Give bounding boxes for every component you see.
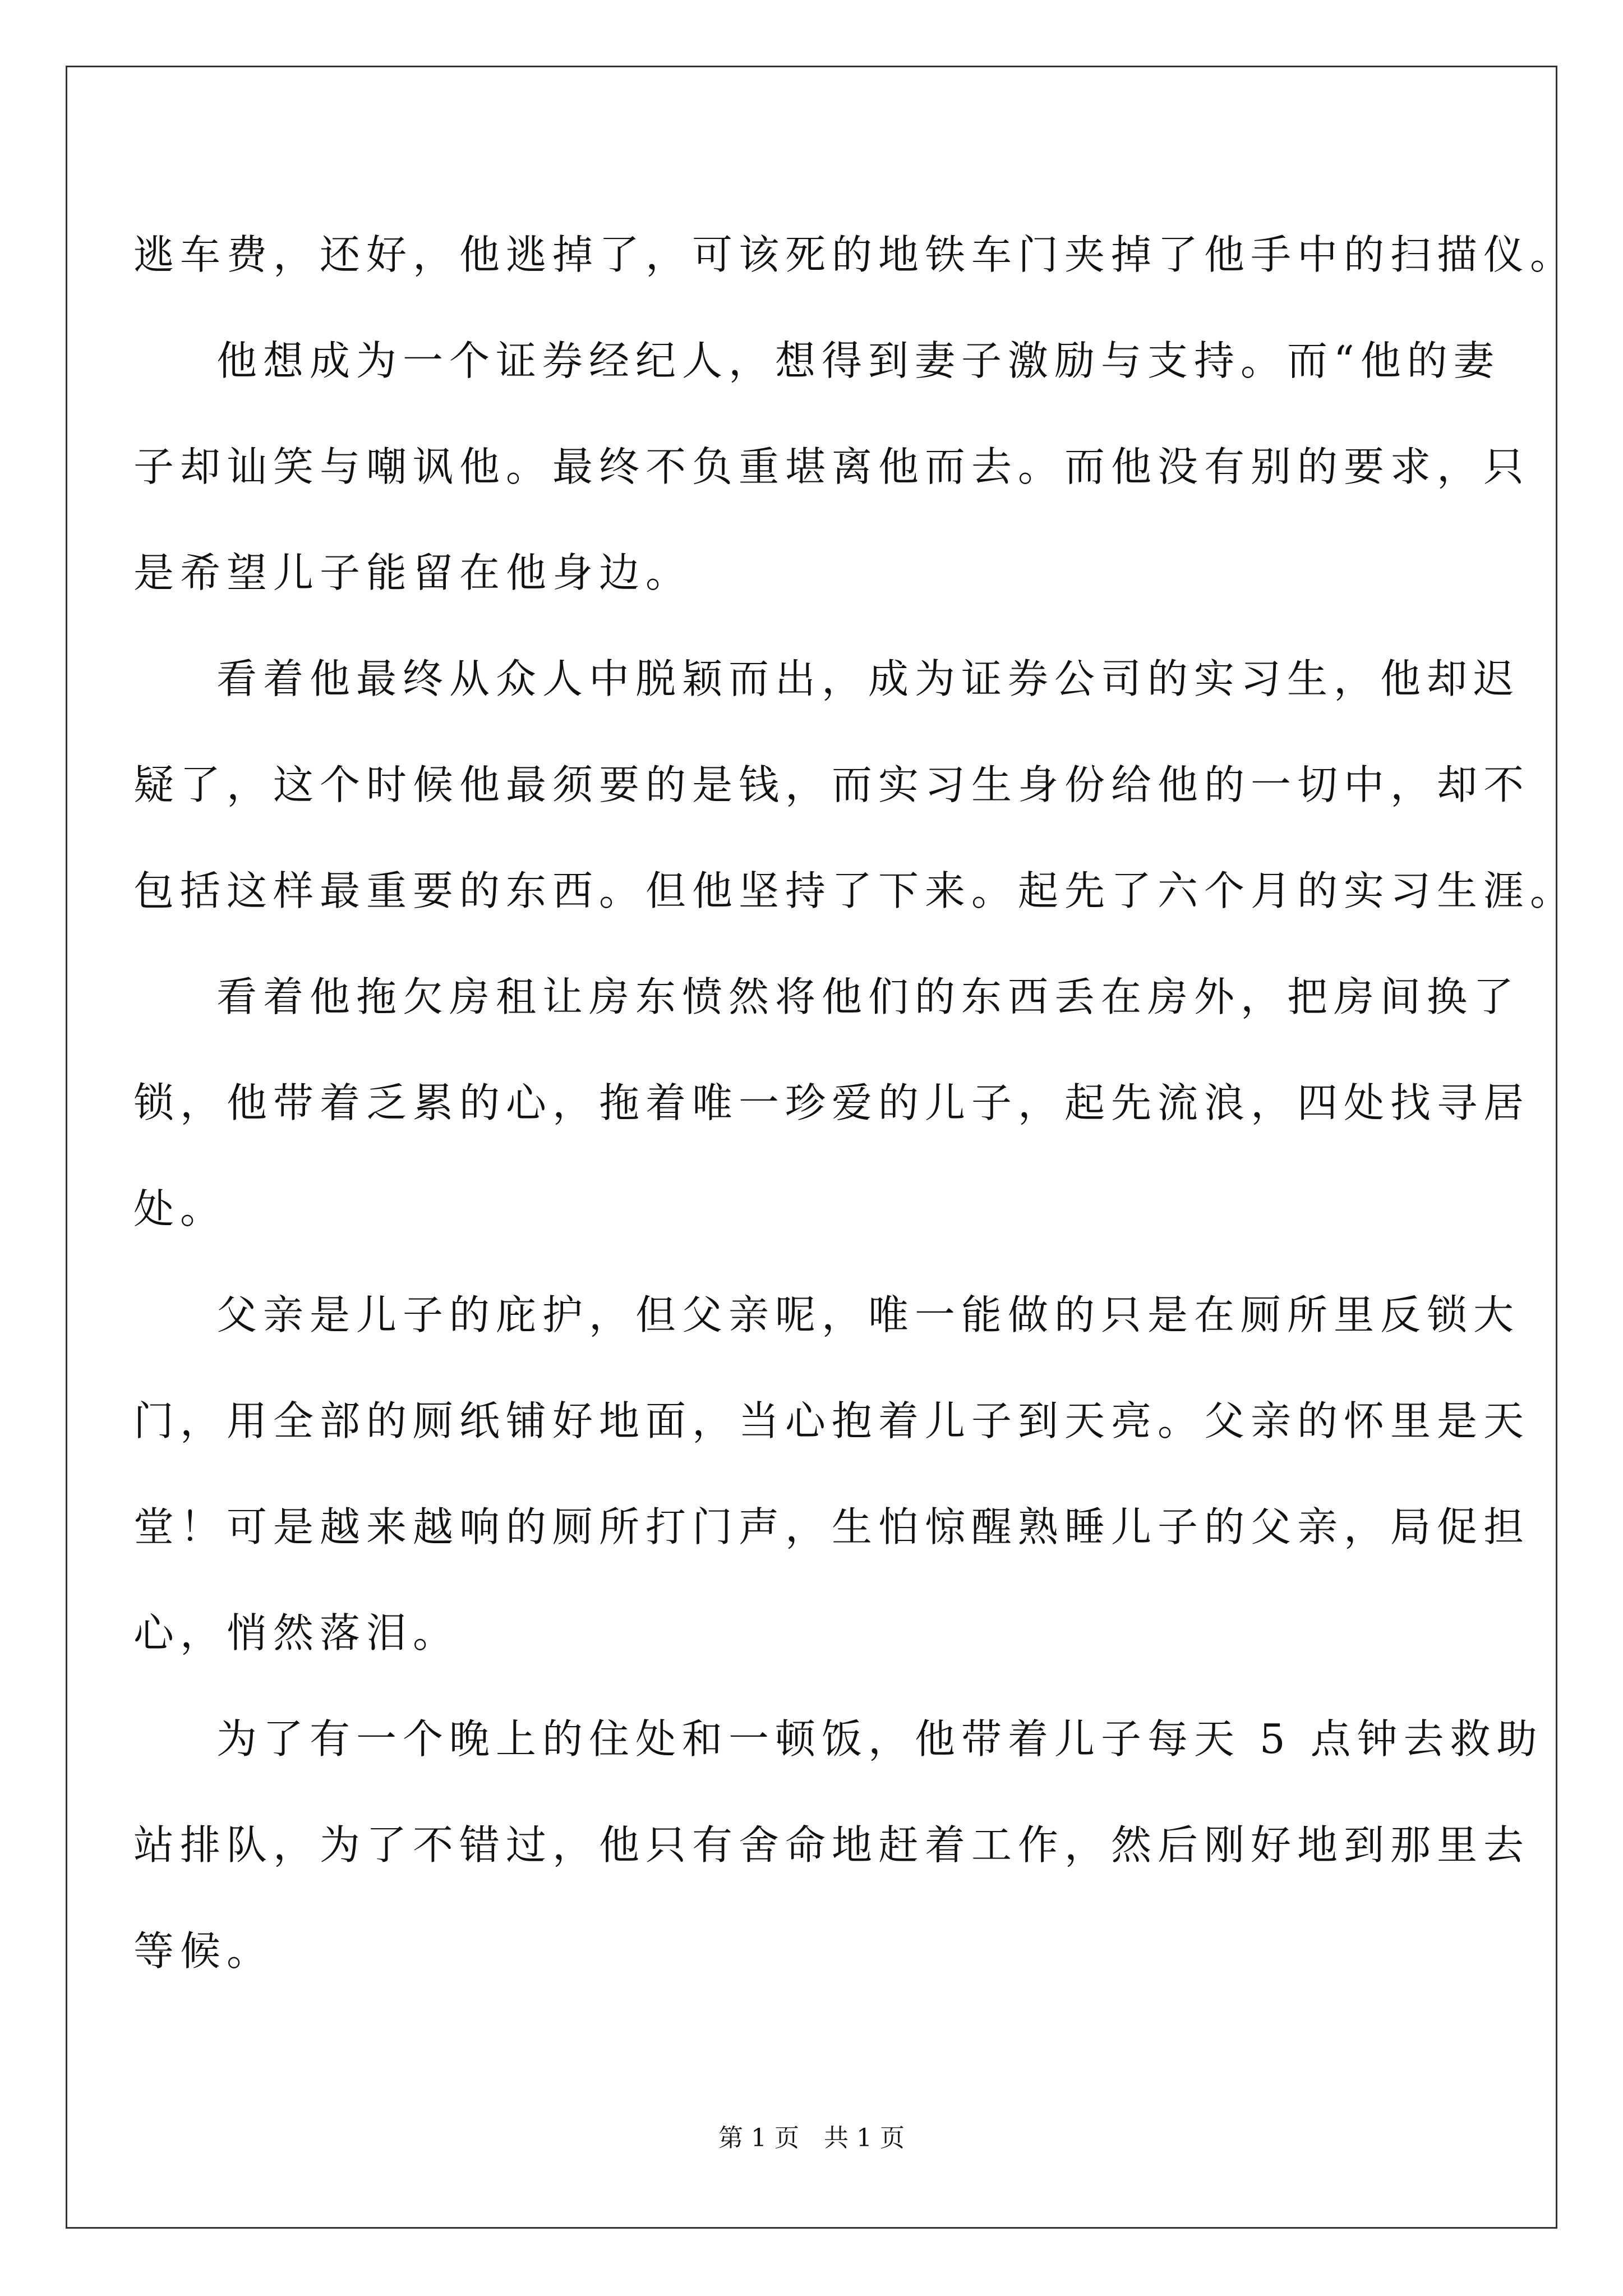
paragraph-first-line: 父亲是儿子的庇护，但父亲呢，唯一能做的只是在厕所里反锁大 — [216, 1291, 1520, 1338]
paragraph-first-line: 看着他拖欠房租让房东愤然将他们的东西丢在房外，把房间换了 — [216, 973, 1520, 1020]
text-line: 是希望儿子能留在他身边。 — [133, 549, 693, 596]
text-line: 心，悄然落泪。 — [133, 1609, 460, 1657]
text-line: 锁，他带着乏累的心，拖着唯一珍爱的儿子，起先流浪，四处找寻居 — [133, 1079, 1530, 1126]
document-body — [133, 202, 1577, 2004]
text-line: 处。 — [133, 1185, 227, 1232]
text-line: 堂！可是越来越响的厕所打门声，生怕惊醒熟睡儿子的父亲，局促担 — [133, 1503, 1530, 1550]
text-line: 疑了，这个时候他最须要的是钱，而实习生身份给他的一切中，却不 — [133, 761, 1530, 808]
paragraph-first-line: 他想成为一个证券经纪人，想得到妻子激励与支持。而“他的妻 — [216, 337, 1500, 384]
text-line: 逃车费，还好，他逃掉了，可该死的地铁车门夹掉了他手中的扫描仪。 — [133, 231, 1577, 278]
paragraph-first-line: 看着他最终从众人中脱颖而出，成为证券公司的实习生，他却迟 — [216, 655, 1520, 702]
text-line: 等候。 — [133, 1927, 274, 1975]
page-footer: 第 1 页 共 1 页 — [718, 2124, 905, 2152]
text-line: 子却讪笑与嘲讽他。最终不负重堪离他而去。而他没有别的要求，只 — [133, 443, 1530, 490]
paragraph-first-line: 为了有一个晚上的住处和一顿饭，他带着儿子每天 5 点钟去救助 — [216, 1715, 1543, 1763]
text-line: 门，用全部的厕纸铺好地面，当心抱着儿子到天亮。父亲的怀里是天 — [133, 1397, 1530, 1444]
text-line: 站排队，为了不错过，他只有舍命地赶着工作，然后刚好地到那里去 — [133, 1821, 1530, 1869]
text-line: 包括这样最重要的东西。但他坚持了下来。起先了六个月的实习生涯。 — [133, 867, 1577, 914]
